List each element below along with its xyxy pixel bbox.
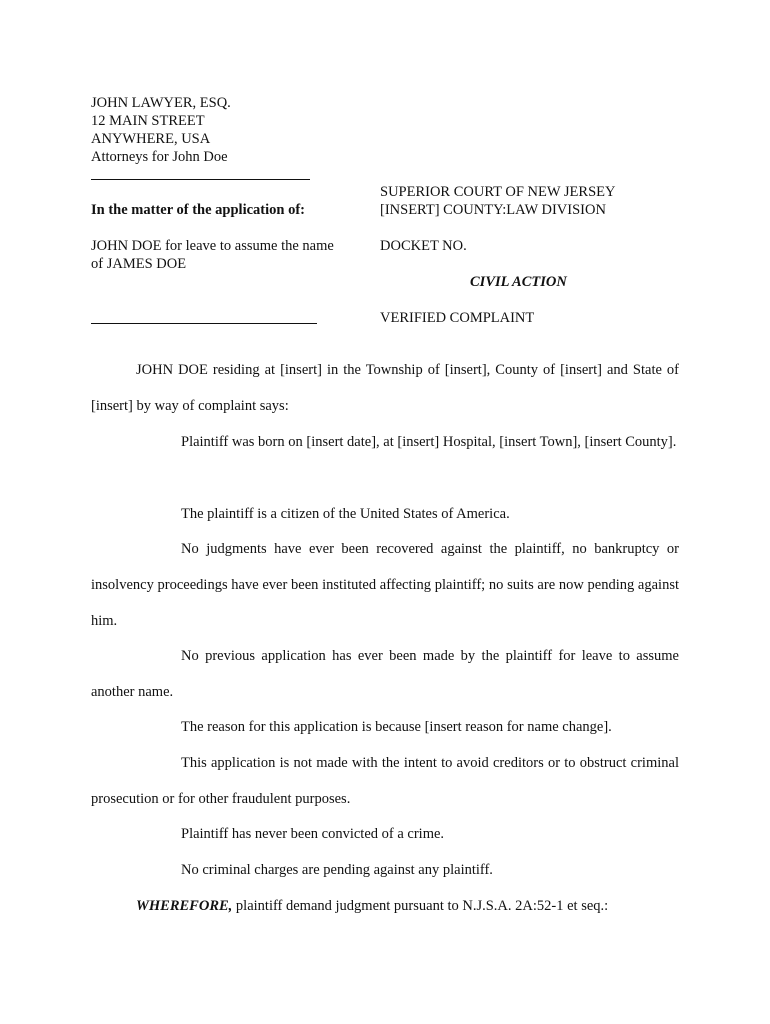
applicant-line-2: of JAMES DOE bbox=[91, 256, 187, 272]
docket-number: DOCKET NO. bbox=[380, 238, 467, 254]
paragraph-citizen: The plaintiff is a citizen of the United States of America. bbox=[181, 506, 510, 522]
document-title: VERIFIED COMPLAINT bbox=[380, 310, 535, 326]
intro-paragraph: JOHN DOE residing at [insert] in the Township of [insert], County of [insert] and State of [insert] by way of complaint says: bbox=[91, 362, 679, 414]
paragraph-previous: No previous application has ever been made by the plaintiff for leave to assume another name. bbox=[91, 648, 679, 700]
attorneys-for: Attorneys for John Doe bbox=[91, 149, 228, 165]
wherefore-label: WHEREFORE, bbox=[136, 898, 233, 914]
attorney-city: ANYWHERE, USA bbox=[91, 131, 211, 147]
paragraph-intent: This application is not made with the intent to avoid creditors or to obstruct criminal prosecution or for other fraudulent purposes. bbox=[91, 755, 679, 807]
attorney-block bbox=[91, 94, 231, 166]
paragraph-charges: No criminal charges are pending against any plaintiff. bbox=[181, 862, 493, 878]
paragraph-convicted: Plaintiff has never been convicted of a crime. bbox=[181, 826, 445, 842]
court-name: SUPERIOR COURT OF NEW JERSEY bbox=[380, 184, 616, 200]
court-division: [INSERT] COUNTY:LAW DIVISION bbox=[380, 202, 606, 218]
applicant-line-1: JOHN DOE for leave to assume the name bbox=[91, 238, 334, 254]
caption-divider bbox=[91, 323, 317, 324]
paragraph-reason: The reason for this application is because [insert reason for name change]. bbox=[181, 719, 612, 735]
wherefore-text: plaintiff demand judgment pursuant to N.J.S.A. 2A:52-1 et seq.: bbox=[232, 898, 609, 914]
attorney-divider bbox=[91, 179, 310, 180]
matter-heading: In the matter of the application of: bbox=[91, 202, 305, 218]
paragraph-judgments: No judgments have ever been recovered against the plaintiff, no bankruptcy or insolvency proceedings have ever been instituted affecting plaintiff; no suits are now pending against him. bbox=[91, 541, 679, 629]
civil-action-label: CIVIL ACTION bbox=[470, 274, 567, 290]
attorney-street: 12 MAIN STREET bbox=[91, 113, 205, 129]
wherefore-paragraph bbox=[91, 888, 679, 924]
paragraph-born: Plaintiff was born on [insert date], at [insert] Hospital, [insert Town], [insert County]. bbox=[181, 434, 677, 450]
attorney-name: JOHN LAWYER, ESQ. bbox=[91, 95, 231, 111]
